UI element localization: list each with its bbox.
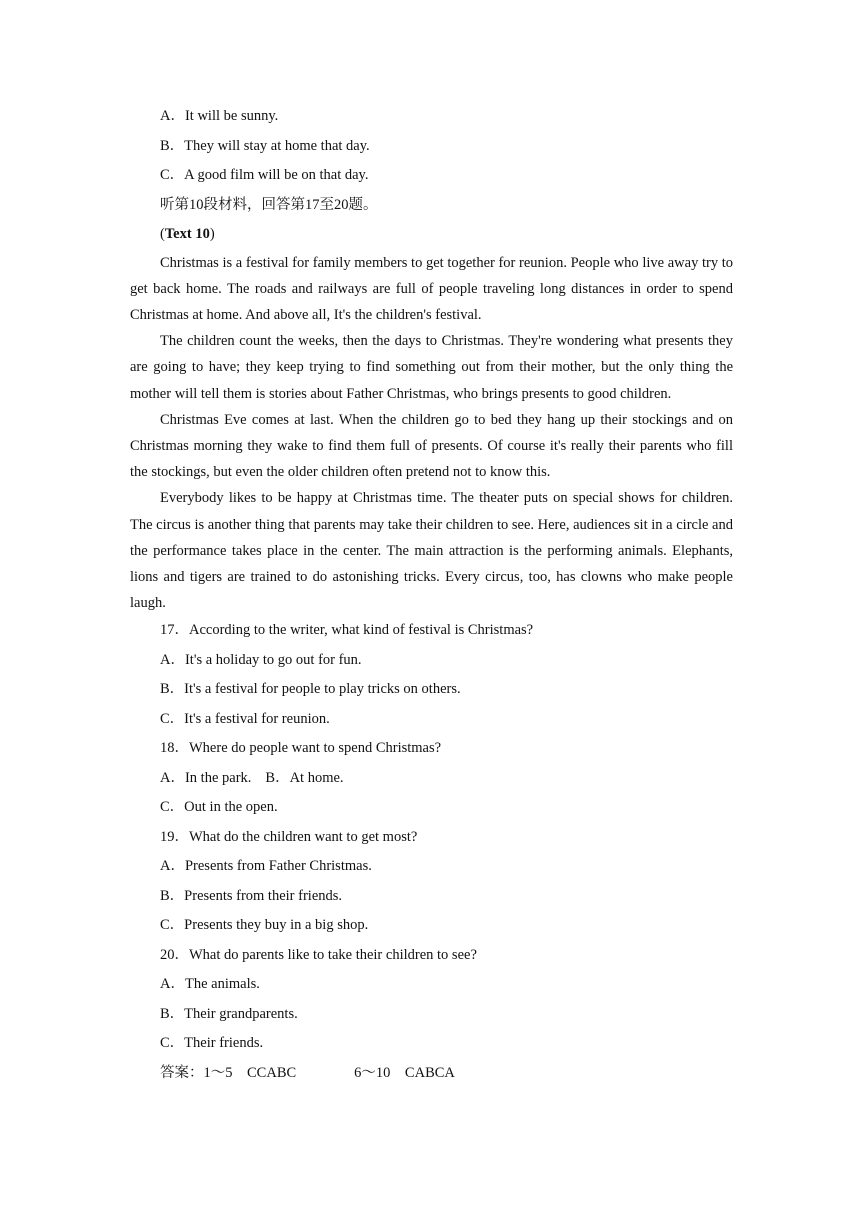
question-19-option-a: A．Presents from Father Christmas.	[160, 858, 372, 875]
question-17: 17．According to the writer, what kind of festival is Christmas?	[160, 622, 534, 639]
question-20-option-b: B．Their grandparents.	[160, 1005, 298, 1022]
passage-paragraph: Christmas Eve comes at last. When the children go to bed they hang up their stockings and on Christmas morning they wake to find them full of presents. Of course it's really their parents who fill the stockings, but even the older children often pretend not to know this.	[130, 411, 733, 481]
question-18-option-b: B．At home.	[265, 769, 344, 786]
question-20: 20．What do parents like to take their children to see?	[160, 946, 477, 963]
answer-key-part2: 6～10 CABCA	[354, 1064, 455, 1081]
question-17-option-b: B．It's a festival for people to play tricks on others.	[160, 681, 461, 698]
question-17-option-a: A．It's a holiday to go out for fun.	[160, 651, 362, 668]
question-19-option-b: B．Presents from their friends.	[160, 887, 343, 904]
question-19-option-c: C．Presents they buy in a big shop.	[160, 917, 369, 934]
text-label-title: Text 10	[164, 226, 210, 242]
passage-paragraph: The children count the weeks, then the days to Christmas. They're wondering what presents they are going to have; they keep trying to find something out from their mother, but the only thing the mother will tell them is stories about Father Christmas, who brings presents to good children.	[130, 333, 733, 402]
question-17-option-c: C．It's a festival for reunion.	[160, 710, 330, 727]
passage-paragraph: Everybody likes to be happy at Christmas time. The theater puts on special shows for children. The circus is another thing that parents may take their children to see. Here, audiences sit in a circle and the performance takes place in the center. The main attraction is the performing animals. Elephants, lions and tigers are trained to do astonishing tricks. Every circus, too, has clowns who make people laugh.	[130, 490, 733, 612]
option-a: A．It will be sunny.	[160, 108, 279, 124]
question-20-option-c: C．Their friends.	[160, 1035, 264, 1052]
option-b: B．They will stay at home that day.	[160, 137, 370, 154]
question-18-option-a: A．In the park.	[160, 769, 252, 786]
text-label-close: )	[209, 226, 215, 242]
text-label	[130, 220, 733, 250]
question-18-options-ab	[130, 764, 733, 794]
text-label-open: (	[160, 226, 165, 242]
document-page	[130, 102, 733, 1088]
question-18: 18．Where do people want to spend Christmas?	[160, 740, 442, 757]
passage-paragraph: Christmas is a festival for family members to get together for reunion. People who live away try to get back home. The roads and railways are full of people traveling long distances in order to spend Christmas at home. And above all, It's the children's festival.	[130, 254, 733, 323]
question-19: 19．What do the children want to get most?	[160, 828, 418, 845]
question-20-option-a: A．The animals.	[160, 976, 260, 993]
question-18-option-c: C．Out in the open.	[160, 799, 278, 816]
answer-key-part1: 1～5 CCABC	[203, 1064, 297, 1081]
answer-key	[130, 1059, 733, 1089]
option-c: C．A good film will be on that day.	[160, 167, 369, 183]
section-instruction: 听第10段材料，回答第17至20题。	[160, 196, 378, 213]
answer-key-label: 答案：	[160, 1064, 204, 1081]
